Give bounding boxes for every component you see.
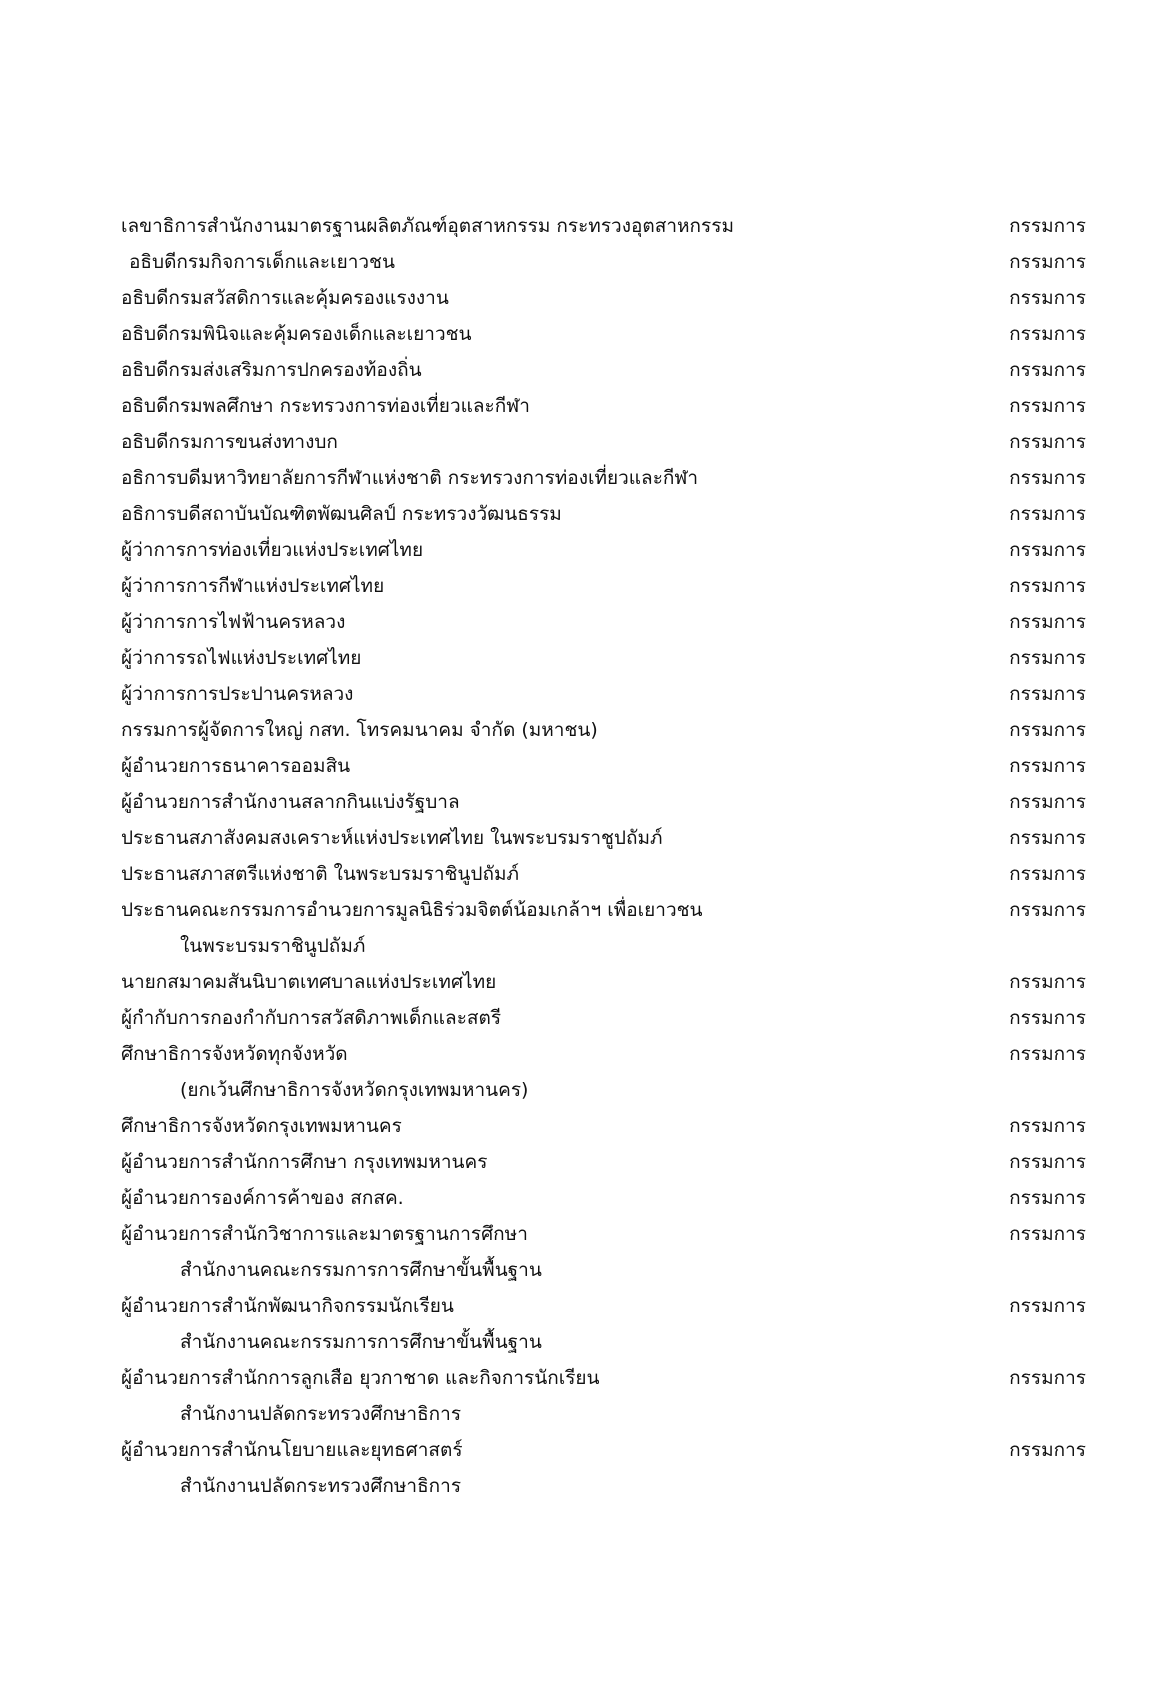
committee-member-entry xyxy=(121,676,1086,712)
committee-member-entry xyxy=(121,1000,1086,1036)
member-role-label: กรรมการ xyxy=(1009,575,1086,597)
member-position-title: อธิบดีกรมการขนส่งทางบก xyxy=(121,431,338,453)
member-position-title: ผู้อำนวยการสำนักนโยบายและยุทธศาสตร์ xyxy=(121,1439,463,1461)
entry-line xyxy=(121,676,1086,712)
entry-line xyxy=(121,532,1086,568)
committee-member-entry xyxy=(121,496,1086,532)
committee-member-entry xyxy=(121,532,1086,568)
entry-line xyxy=(121,1144,1086,1180)
member-role-label: กรรมการ xyxy=(1009,1007,1086,1029)
member-position-title: อธิบดีกรมพินิจและคุ้มครองเด็กและเยาวชน xyxy=(121,323,472,345)
committee-member-list xyxy=(121,208,1086,1504)
member-role-label: กรรมการ xyxy=(1009,611,1086,633)
entry-line xyxy=(121,244,1086,280)
member-position-title: ผู้อำนวยการสำนักงานสลากกินแบ่งรัฐบาล xyxy=(121,791,460,813)
committee-member-entry xyxy=(121,388,1086,424)
member-position-title: ผู้ว่าการรถไฟแห่งประเทศไทย xyxy=(121,647,362,669)
committee-member-entry xyxy=(121,1108,1086,1144)
entry-line xyxy=(121,1432,1086,1468)
committee-member-entry xyxy=(121,316,1086,352)
member-position-title: ผู้อำนวยการสำนักการศึกษา กรุงเทพมหานคร xyxy=(121,1151,488,1173)
entry-line xyxy=(121,964,1086,1000)
entry-line xyxy=(121,1108,1086,1144)
entry-line xyxy=(121,820,1086,856)
member-role-label: กรรมการ xyxy=(1009,863,1086,885)
committee-member-entry xyxy=(121,568,1086,604)
committee-member-entry xyxy=(121,1288,1086,1360)
committee-member-entry xyxy=(121,712,1086,748)
entry-line xyxy=(121,1216,1086,1252)
member-role-label: กรรมการ xyxy=(1009,359,1086,381)
member-position-title: ศึกษาธิการจังหวัดกรุงเทพมหานคร xyxy=(121,1115,402,1137)
member-role-label: กรรมการ xyxy=(1009,1295,1086,1317)
member-position-title: ผู้อำนวยการสำนักพัฒนากิจกรรมนักเรียน xyxy=(121,1295,454,1317)
member-position-title: อธิบดีกรมส่งเสริมการปกครองท้องถิ่น xyxy=(121,359,422,381)
entry-line xyxy=(121,208,1086,244)
member-position-title: อธิบดีกรมพลศึกษา กระทรวงการท่องเที่ยวและกีฬา xyxy=(121,395,530,417)
member-role-label: กรรมการ xyxy=(1009,1151,1086,1173)
member-position-title: ผู้ว่าการการท่องเที่ยวแห่งประเทศไทย xyxy=(121,539,424,561)
member-role-label: กรรมการ xyxy=(1009,719,1086,741)
committee-member-entry xyxy=(121,460,1086,496)
member-position-title: ประธานสภาสตรีแห่งชาติ ในพระบรมราชินูปถัมภ์ xyxy=(121,863,520,885)
committee-member-entry xyxy=(121,856,1086,892)
member-role-label: กรรมการ xyxy=(1009,215,1086,237)
member-role-label: กรรมการ xyxy=(1009,1367,1086,1389)
member-role-label: กรรมการ xyxy=(1009,1439,1086,1461)
entry-line xyxy=(121,388,1086,424)
entry-line xyxy=(121,784,1086,820)
member-position-continuation: สำนักงานปลัดกระทรวงศึกษาธิการ xyxy=(180,1403,462,1425)
member-position-title: อธิการบดีสถาบันบัณฑิตพัฒนศิลป์ กระทรวงวัฒนธรรม xyxy=(121,503,562,525)
entry-line xyxy=(121,1288,1086,1324)
member-position-title: เลขาธิการสำนักงานมาตรฐานผลิตภัณฑ์อุตสาหกรรม กระทรวงอุตสาหกรรม xyxy=(121,215,734,237)
member-position-title: ผู้ว่าการการไฟฟ้านครหลวง xyxy=(121,611,346,633)
member-position-title: ศึกษาธิการจังหวัดทุกจังหวัด xyxy=(121,1043,348,1065)
committee-member-entry xyxy=(121,892,1086,964)
entry-line xyxy=(121,1180,1086,1216)
committee-member-entry xyxy=(121,244,1086,280)
entry-line xyxy=(121,712,1086,748)
member-position-continuation: ในพระบรมราชินูปถัมภ์ xyxy=(180,935,366,957)
member-role-label: กรรมการ xyxy=(1009,971,1086,993)
member-role-label: กรรมการ xyxy=(1009,683,1086,705)
entry-line xyxy=(121,748,1086,784)
member-position-continuation: (ยกเว้นศึกษาธิการจังหวัดกรุงเทพมหานคร) xyxy=(180,1079,529,1101)
entry-line xyxy=(121,460,1086,496)
member-position-continuation: สำนักงานคณะกรรมการการศึกษาขั้นพื้นฐาน xyxy=(180,1259,542,1281)
committee-member-entry xyxy=(121,1432,1086,1504)
member-position-continuation: สำนักงานคณะกรรมการการศึกษาขั้นพื้นฐาน xyxy=(180,1331,542,1353)
member-role-label: กรรมการ xyxy=(1009,755,1086,777)
member-position-title: นายกสมาคมสันนิบาตเทศบาลแห่งประเทศไทย xyxy=(121,971,497,993)
member-position-title: กรรมการผู้จัดการใหญ่ กสท. โทรคมนาคม จำกัด (มหาชน) xyxy=(121,719,598,741)
committee-member-entry xyxy=(121,280,1086,316)
committee-member-entry xyxy=(121,352,1086,388)
member-position-title: ผู้อำนวยการสำนักการลูกเสือ ยุวกาชาด และกิจการนักเรียน xyxy=(121,1367,600,1389)
committee-member-entry xyxy=(121,748,1086,784)
member-role-label: กรรมการ xyxy=(1009,1187,1086,1209)
entry-line xyxy=(121,568,1086,604)
member-role-label: กรรมการ xyxy=(1009,899,1086,921)
member-position-title: ผู้อำนวยการธนาคารออมสิน xyxy=(121,755,351,777)
member-role-label: กรรมการ xyxy=(1009,1223,1086,1245)
member-role-label: กรรมการ xyxy=(1009,647,1086,669)
committee-member-entry xyxy=(121,604,1086,640)
member-position-title: ผู้กำกับการกองกำกับการสวัสดิภาพเด็กและสตรี xyxy=(121,1007,502,1029)
member-position-title: อธิการบดีมหาวิทยาลัยการกีฬาแห่งชาติ กระทรวงการท่องเที่ยวและกีฬา xyxy=(121,467,699,489)
member-position-title: อธิบดีกรมสวัสดิการและคุ้มครองแรงงาน xyxy=(121,287,449,309)
member-role-label: กรรมการ xyxy=(1009,1043,1086,1065)
member-role-label: กรรมการ xyxy=(1009,287,1086,309)
committee-member-entry xyxy=(121,964,1086,1000)
member-position-title: อธิบดีกรมกิจการเด็กและเยาวชน xyxy=(129,251,395,273)
member-position-title: ผู้ว่าการการกีฬาแห่งประเทศไทย xyxy=(121,575,385,597)
committee-member-entry xyxy=(121,1360,1086,1432)
member-role-label: กรรมการ xyxy=(1009,503,1086,525)
member-role-label: กรรมการ xyxy=(1009,395,1086,417)
entry-line xyxy=(121,424,1086,460)
entry-line xyxy=(121,316,1086,352)
entry-line xyxy=(121,280,1086,316)
member-role-label: กรรมการ xyxy=(1009,323,1086,345)
committee-member-entry xyxy=(121,784,1086,820)
entry-line xyxy=(121,856,1086,892)
member-role-label: กรรมการ xyxy=(1009,539,1086,561)
committee-member-entry xyxy=(121,1036,1086,1108)
member-role-label: กรรมการ xyxy=(1009,1115,1086,1137)
entry-line xyxy=(121,496,1086,532)
member-position-title: ประธานคณะกรรมการอำนวยการมูลนิธิร่วมจิตต์น้อมเกล้าฯ เพื่อเยาวชน xyxy=(121,899,703,921)
entry-line xyxy=(121,1000,1086,1036)
member-position-title: ผู้ว่าการการประปานครหลวง xyxy=(121,683,354,705)
committee-member-entry xyxy=(121,1180,1086,1216)
entry-line xyxy=(121,892,1086,928)
member-role-label: กรรมการ xyxy=(1009,827,1086,849)
member-position-title: ผู้อำนวยการองค์การค้าของ สกสค. xyxy=(121,1187,404,1209)
committee-member-entry xyxy=(121,1216,1086,1288)
committee-member-entry xyxy=(121,424,1086,460)
member-role-label: กรรมการ xyxy=(1009,251,1086,273)
entry-line xyxy=(121,640,1086,676)
member-position-title: ประธานสภาสังคมสงเคราะห์แห่งประเทศไทย ในพระบรมราชูปถัมภ์ xyxy=(121,827,663,849)
committee-member-entry xyxy=(121,640,1086,676)
member-role-label: กรรมการ xyxy=(1009,431,1086,453)
entry-line xyxy=(121,352,1086,388)
member-position-title: ผู้อำนวยการสำนักวิชาการและมาตรฐานการศึกษา xyxy=(121,1223,528,1245)
member-position-continuation: สำนักงานปลัดกระทรวงศึกษาธิการ xyxy=(180,1475,462,1497)
member-role-label: กรรมการ xyxy=(1009,791,1086,813)
entry-line xyxy=(121,604,1086,640)
committee-member-entry xyxy=(121,208,1086,244)
entry-line xyxy=(121,1360,1086,1396)
committee-member-entry xyxy=(121,820,1086,856)
member-role-label: กรรมการ xyxy=(1009,467,1086,489)
committee-member-entry xyxy=(121,1144,1086,1180)
entry-line xyxy=(121,1036,1086,1072)
